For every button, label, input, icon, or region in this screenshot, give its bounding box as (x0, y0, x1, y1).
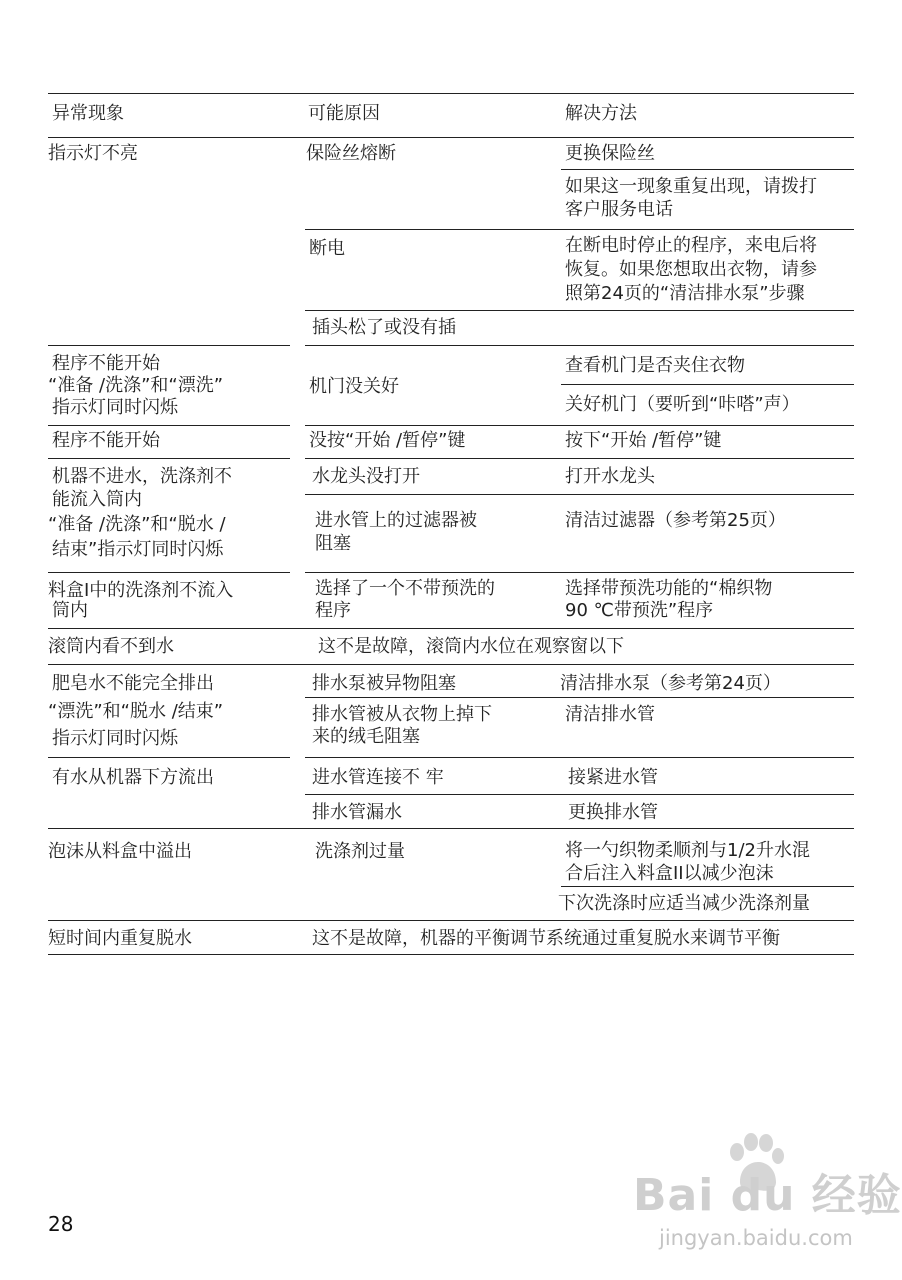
header-bottom-rule (48, 137, 854, 138)
row-rule (305, 494, 854, 495)
solution-cell: 选择带预洗功能的“棉织物 (565, 578, 773, 599)
cause-cell: 插头松了或没有插 (312, 317, 456, 338)
symptom-cell: 泡沫从料盒中溢出 (48, 841, 192, 862)
solution-cell: 打开水龙头 (565, 466, 655, 487)
symptom-cell: 能流入筒内 (52, 489, 142, 510)
cause-cell: 保险丝熔断 (306, 143, 396, 164)
row-rule (48, 458, 290, 459)
cause-cell: 没按“开始 /暂停”键 (309, 430, 466, 451)
solution-cell: 恢复。如果您想取出衣物，请参 (565, 259, 817, 280)
table-bottom-rule (48, 954, 854, 955)
row-rule (48, 425, 290, 426)
solution-cell: 清洁过滤器（参考第25页） (565, 510, 786, 531)
row-rule (305, 572, 854, 573)
row-rule (305, 229, 854, 230)
row-rule (48, 757, 290, 758)
solution-cell: 更换保险丝 (565, 143, 655, 164)
symptom-cell: 指示灯同时闪烁 (52, 728, 178, 749)
solution-cell: 清洁排水泵（参考第24页） (560, 673, 781, 694)
row-rule (48, 628, 854, 629)
row-rule (305, 345, 854, 346)
solution-cell: 下次洗涤时应适当减少洗涤剂量 (558, 893, 810, 914)
row-rule (48, 828, 854, 829)
symptom-cell: 结束”指示灯同时闪烁 (52, 539, 224, 560)
row-rule (48, 345, 290, 346)
solution-cell: 客户服务电话 (565, 199, 673, 220)
row-rule (48, 572, 290, 573)
symptom-cell: 料盒I中的洗涤剂不流入 (48, 580, 234, 601)
solution-cell: 在断电时停止的程序，来电后将 (565, 235, 817, 256)
row-rule (48, 920, 854, 921)
solution-cell: 清洁排水管 (565, 704, 655, 725)
page-number: 28 (48, 1212, 74, 1236)
symptom-cell: 短时间内重复脱水 (48, 928, 192, 949)
solution-cell: 更换排水管 (568, 802, 658, 823)
symptom-cell: 有水从机器下方流出 (52, 767, 214, 788)
symptom-cell: 机器不进水，洗涤剂不 (52, 466, 232, 487)
header-cause: 可能原因 (308, 103, 380, 124)
row-rule (305, 458, 854, 459)
solution-cell: 90 ℃带预洗”程序 (565, 600, 714, 621)
symptom-cell: 指示灯同时闪烁 (52, 397, 178, 418)
watermark (625, 1130, 902, 1270)
symptom-cell: 滚筒内看不到水 (48, 636, 174, 657)
symptom-cell: 筒内 (52, 600, 88, 621)
cause-cell: 排水管被从衣物上掉下 (312, 704, 492, 725)
row-rule (305, 757, 854, 758)
cause-cell: 排水管漏水 (312, 802, 402, 823)
solution-cell: 如果这一现象重复出现，请拨打 (565, 176, 817, 197)
watermark-site: jingyan.baidu.com (659, 1226, 853, 1250)
note-cell: 这不是故障，机器的平衡调节系统通过重复脱水来调节平衡 (312, 928, 780, 949)
symptom-cell: 指示灯不亮 (48, 143, 138, 164)
row-rule (561, 169, 854, 170)
row-rule (561, 384, 854, 385)
symptom-cell: 肥皂水不能完全排出 (52, 673, 214, 694)
cause-cell: 水龙头没打开 (312, 466, 420, 487)
cause-cell: 断电 (309, 238, 345, 259)
table-top-rule (48, 93, 854, 94)
row-rule (305, 697, 854, 698)
cause-cell: 来的绒毛阻塞 (312, 726, 420, 747)
cause-cell: 进水管连接不 牢 (312, 767, 444, 788)
cause-cell: 机门没关好 (309, 376, 399, 397)
cause-cell: 排水泵被异物阻塞 (312, 673, 456, 694)
cause-cell: 进水管上的过滤器被 (315, 510, 477, 531)
symptom-cell: 程序不能开始 (52, 430, 160, 451)
row-rule (561, 886, 854, 887)
row-rule (305, 794, 854, 795)
cause-cell: 阻塞 (315, 533, 351, 554)
note-cell: 这不是故障，滚筒内水位在观察窗以下 (318, 636, 624, 657)
solution-cell: 接紧进水管 (568, 767, 658, 788)
solution-cell: 合后注入料盒II以减少泡沫 (565, 863, 774, 884)
solution-cell: 关好机门（要听到“咔嗒”声） (565, 394, 800, 415)
row-rule (305, 425, 854, 426)
header-symptom: 异常现象 (52, 103, 124, 124)
solution-cell: 按下“开始 /暂停”键 (565, 430, 722, 451)
cause-cell: 洗涤剂过量 (315, 841, 405, 862)
solution-cell: 查看机门是否夹住衣物 (565, 355, 745, 376)
cause-cell: 程序 (315, 600, 351, 621)
solution-cell: 将一勺织物柔顺剂与1/2升水混 (565, 840, 810, 861)
symptom-cell: “准备 /洗涤”和“漂洗” (48, 375, 224, 396)
row-rule (305, 310, 854, 311)
symptom-cell: “准备 /洗涤”和“脱水 / (48, 514, 226, 535)
watermark-brand: Bai du 经验 (633, 1170, 902, 1221)
cause-cell: 选择了一个不带预洗的 (315, 578, 495, 599)
symptom-cell: 程序不能开始 (52, 353, 160, 374)
solution-cell: 照第24页的“清洁排水泵”步骤 (565, 283, 805, 304)
header-solution: 解决方法 (565, 103, 637, 124)
row-rule (48, 664, 854, 665)
symptom-cell: “漂洗”和“脱水 /结束” (48, 701, 224, 722)
